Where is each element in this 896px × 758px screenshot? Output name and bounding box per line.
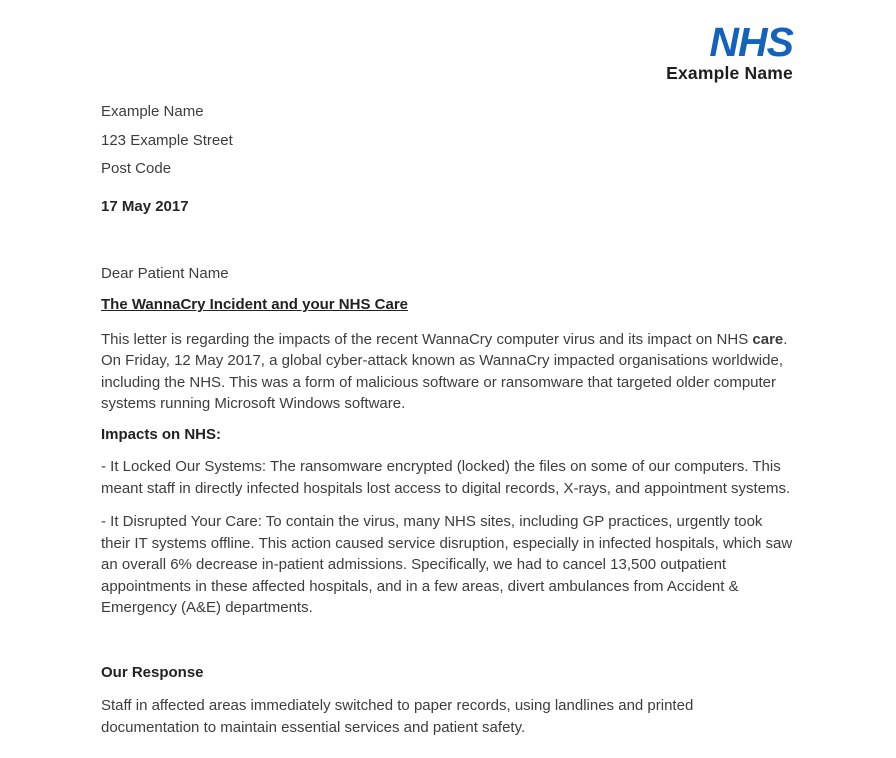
subject-heading: The WannaCry Incident and your NHS Care <box>101 296 408 314</box>
header-org-name: Example Name <box>666 63 793 83</box>
response-paragraph: Staff in affected areas immediately switched to paper records, using landlines and printed documentation to maintain essential services and patient safety. <box>101 697 694 736</box>
impact-locked-paragraph: - It Locked Our Systems: The ransomware encrypted (locked) the files on some of our computers. This meant staff in directly infected hospitals lost access to digital records, X-rays, and appointment systems. <box>101 458 791 497</box>
recipient-street: 123 Example Street <box>101 131 233 149</box>
response-heading: Our Response <box>101 663 204 681</box>
impact-disrupted-paragraph: - It Disrupted Your Care: To contain the virus, many NHS sites, including GP practices, urgently took their IT systems offline. This action caused service disruption, especially in infected hospitals, which saw an overall 6% decrease in-patient admissions. Specifically, we had to cancel 13,500 outpatient appointments in these affected hospitals, and in a few areas, divert ambulances from Accident & Emergency (A&E) departments. <box>101 513 793 617</box>
recipient-name: Example Name <box>101 103 204 120</box>
impacts-heading: Impacts on NHS: <box>101 425 222 443</box>
salutation: Dear Patient Name <box>101 264 229 282</box>
nhs-logo: NHS <box>709 19 793 65</box>
intro-text-bold-care: care <box>752 330 784 348</box>
letter-date: 17 May 2017 <box>101 198 189 216</box>
intro-text-post: . On Friday, 12 May 2017, a global cyber-attack known as WannaCry impacted organisations worldwide, including the NHS. This was a form of malicious software or ransomware that targeted older computer systems running Microsoft Windows software. <box>101 330 788 413</box>
letter-content <box>101 0 793 738</box>
recipient-address <box>101 98 793 184</box>
recipient-postcode: Post Code <box>101 160 172 178</box>
intro-paragraph <box>101 329 793 415</box>
intro-text-pre: This letter is regarding the impacts of the recent WannaCry computer virus and its impact on NHS <box>101 330 753 348</box>
letter-header <box>101 0 793 84</box>
